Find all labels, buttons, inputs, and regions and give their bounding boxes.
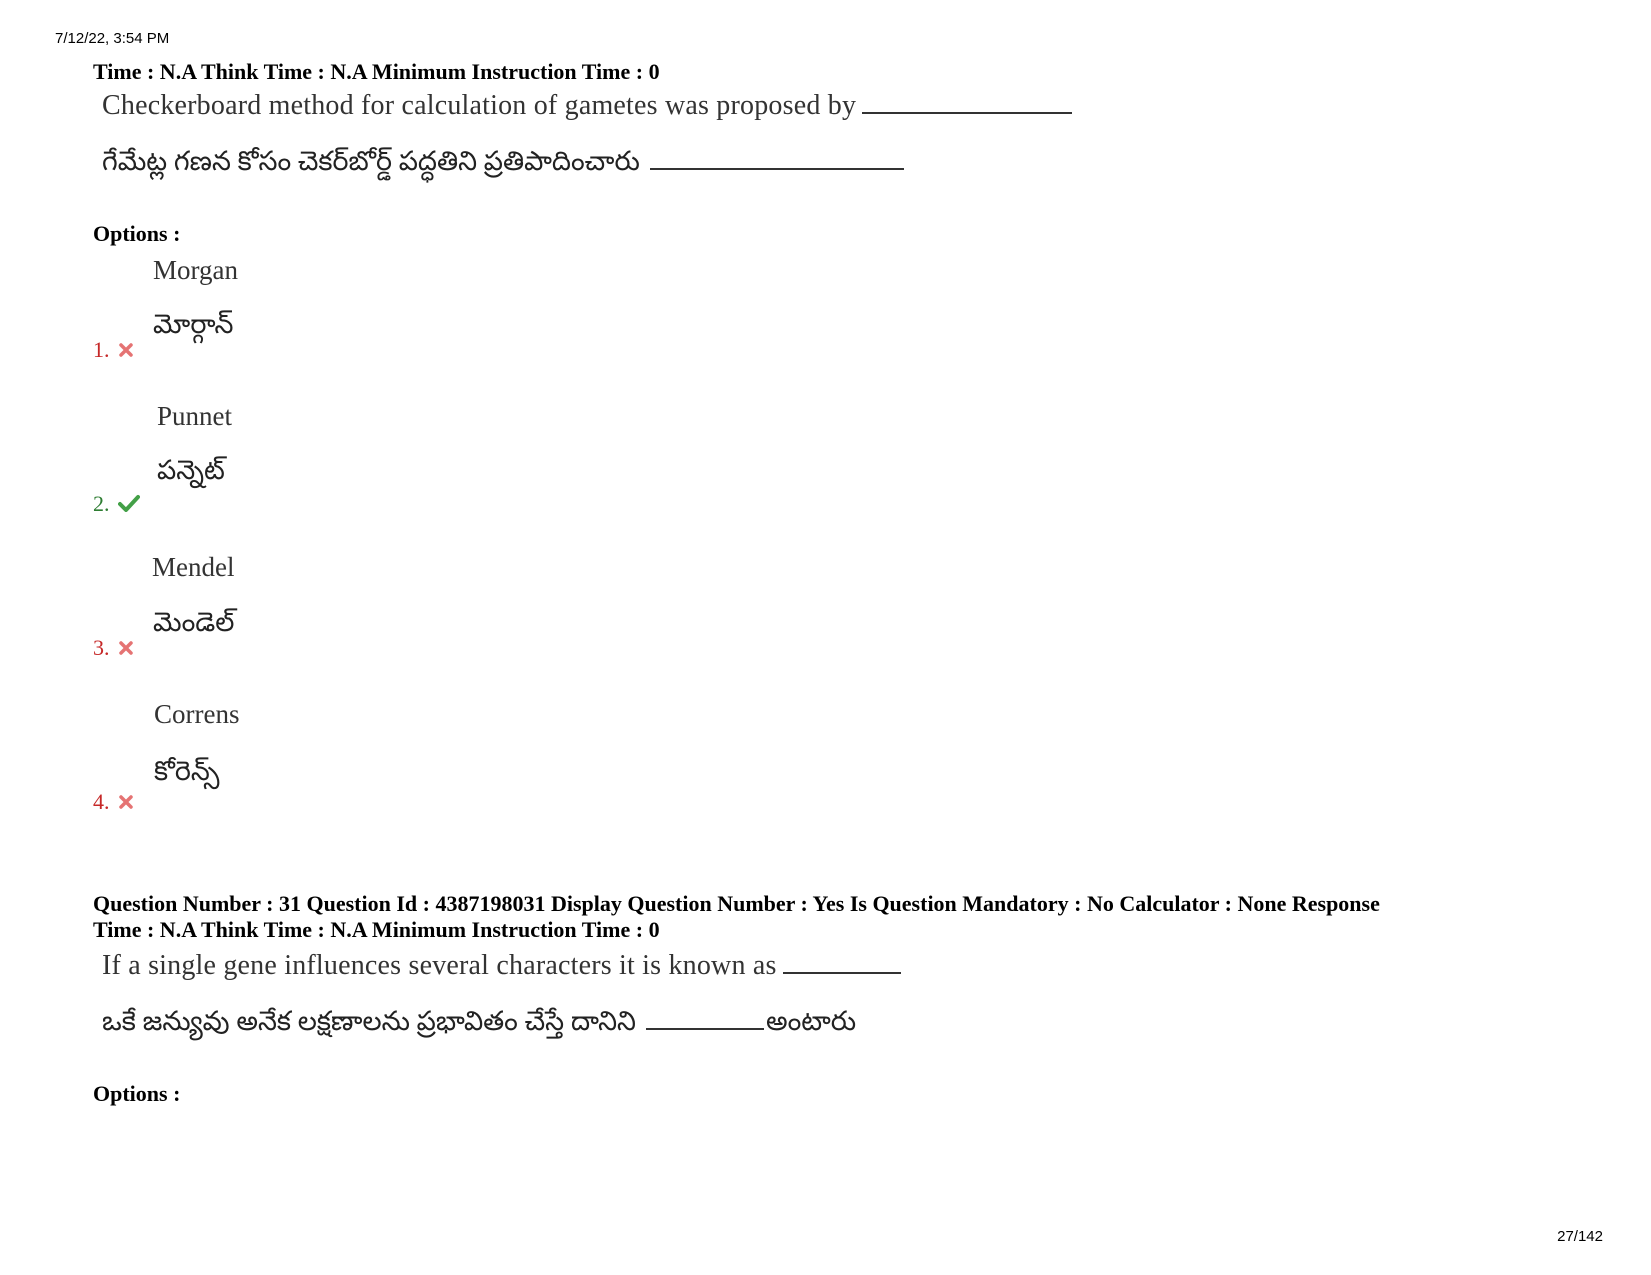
option-3-telugu: మెండెల్	[153, 607, 235, 637]
cross-icon	[118, 636, 134, 662]
option-3-english: Mendel	[152, 552, 235, 582]
cross-icon	[118, 338, 134, 364]
option-1-marker	[93, 337, 134, 364]
option-number: 1.	[93, 337, 110, 362]
answer-blank	[646, 1028, 764, 1030]
question-text-telugu	[102, 1006, 856, 1044]
option-2-english: Punnet	[157, 401, 233, 431]
option-4-english: Correns	[154, 699, 240, 729]
print-timestamp: 7/12/22, 3:54 PM	[55, 30, 170, 47]
option-1-english: Morgan	[153, 255, 238, 285]
question-text: Checkerboard method for calculation of gametes was proposed by	[102, 90, 857, 121]
option-4-marker	[93, 789, 134, 816]
option-2-marker	[93, 491, 140, 518]
option-2-telugu: పన్నెట్	[157, 455, 225, 485]
question-text-english	[102, 950, 901, 982]
answer-blank	[650, 168, 904, 170]
question-text: గేమేట్ల గణన కోసం చెకర్‌బోర్డ్ పద్ధతిని ప్రతిపాదించారు	[102, 146, 640, 176]
options-label: Options :	[93, 1081, 181, 1106]
question-meta-line: Question Number : 31 Question Id : 4387198031 Display Question Number : Yes Is Question Mandatory : No Calculator : None Response	[93, 891, 1380, 916]
question-meta-line: Time : N.A Think Time : N.A Minimum Instruction Time : 0	[93, 59, 660, 84]
question-text-telugu	[102, 146, 904, 184]
option-1-telugu: మోర్గాన్	[153, 309, 234, 339]
page-number: 27/142	[1557, 1228, 1603, 1245]
question-text-suffix: అంటారు	[765, 1006, 857, 1036]
option-3-marker	[93, 635, 134, 662]
question-meta-line: Time : N.A Think Time : N.A Minimum Instruction Time : 0	[93, 917, 660, 942]
answer-blank	[862, 112, 1072, 114]
option-number: 4.	[93, 789, 110, 814]
answer-blank	[783, 972, 901, 974]
question-text: If a single gene influences several characters it is known as	[102, 950, 777, 981]
options-label: Options :	[93, 221, 181, 246]
cross-icon	[118, 790, 134, 816]
check-icon	[118, 492, 140, 518]
option-number: 3.	[93, 635, 110, 660]
option-4-telugu: కోరెన్స్	[154, 756, 220, 786]
question-text: ఒకే జన్యువు అనేక లక్షణాలను ప్రభావితం చేస్తే దానిని	[102, 1006, 636, 1036]
option-number: 2.	[93, 491, 110, 516]
question-text-english	[102, 90, 1072, 122]
